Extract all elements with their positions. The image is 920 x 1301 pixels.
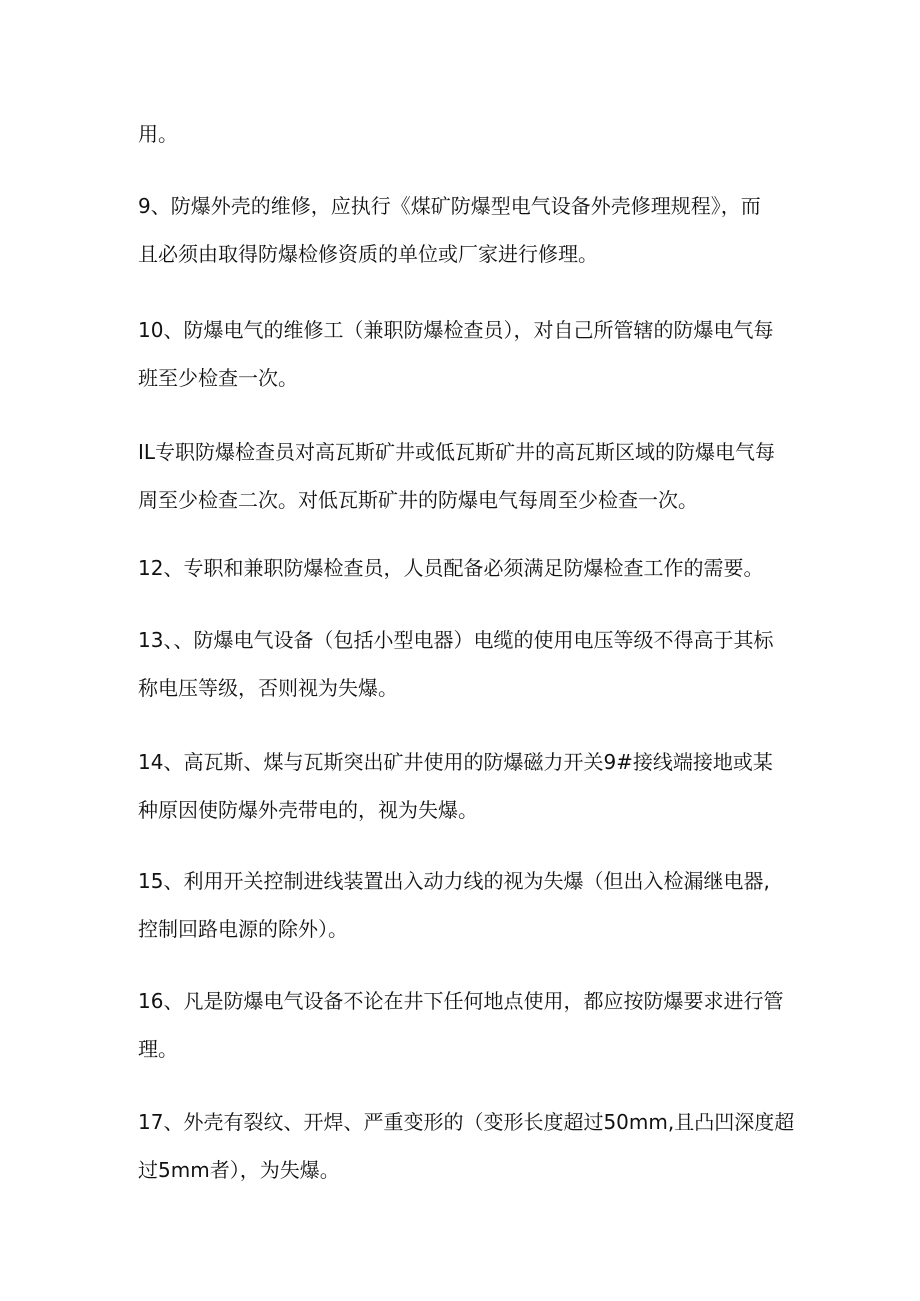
- paragraph-item-17: [138, 1098, 798, 1194]
- text-line: 称电压等级，否则视为失爆。: [138, 676, 398, 700]
- paragraph-item-11: [138, 428, 798, 524]
- paragraph-item-15: [138, 857, 798, 953]
- paragraph-item-16: [138, 977, 798, 1073]
- text-line: 15、利用开关控制进线装置出入动力线的视为失爆（但出入检漏继电器,: [138, 869, 770, 893]
- text-line: 12、专职和兼职防爆检查员，人员配备必须满足防爆检查工作的需要。: [138, 556, 764, 580]
- paragraph-item-12: [138, 544, 798, 592]
- text-line: 过5mm者），为失爆。: [138, 1158, 340, 1182]
- text-line: 10、防爆电气的维修工（兼职防爆检查员），对自己所管辖的防爆电气每: [138, 318, 774, 342]
- text-line: 用。: [138, 122, 178, 146]
- text-line: 控制回路电源的除外）。: [138, 917, 348, 941]
- text-line: 班至少检查一次。: [138, 366, 298, 390]
- text-line: 16、凡是防爆电气设备不论在井下任何地点使用，都应按防爆要求进行管: [138, 989, 784, 1013]
- text-line: 周至少检查二次。对低瓦斯矿井的防爆电气每周至少检查一次。: [138, 488, 698, 512]
- text-line: 13、、防爆电气设备（包括小型电器）电缆的使用电压等级不得高于其标: [138, 628, 774, 652]
- paragraph-item-10: [138, 306, 798, 402]
- text-line: 理。: [138, 1037, 178, 1061]
- text-line: IL专职防爆检查员对高瓦斯矿井或低瓦斯矿井的高瓦斯区域的防爆电气每: [138, 440, 776, 464]
- paragraph-item-13: [138, 616, 798, 712]
- text-line: 14、高瓦斯、煤与瓦斯突出矿井使用的防爆磁力开关9#接线端接地或某: [138, 750, 773, 774]
- text-line: 17、外壳有裂纹、开焊、严重变形的（变形长度超过50mm,且凸凹深度超: [138, 1110, 795, 1134]
- text-line: 种原因使防爆外壳带电的，视为失爆。: [138, 798, 478, 822]
- text-line: 且必须由取得防爆检修资质的单位或厂家进行修理。: [138, 242, 598, 266]
- paragraph-continuation: [138, 110, 798, 158]
- text-line: 9、防爆外壳的维修，应执行《煤矿防爆型电气设备外壳修理规程》，而: [138, 194, 761, 218]
- paragraph-item-14: [138, 738, 798, 834]
- paragraph-item-9: [138, 182, 798, 278]
